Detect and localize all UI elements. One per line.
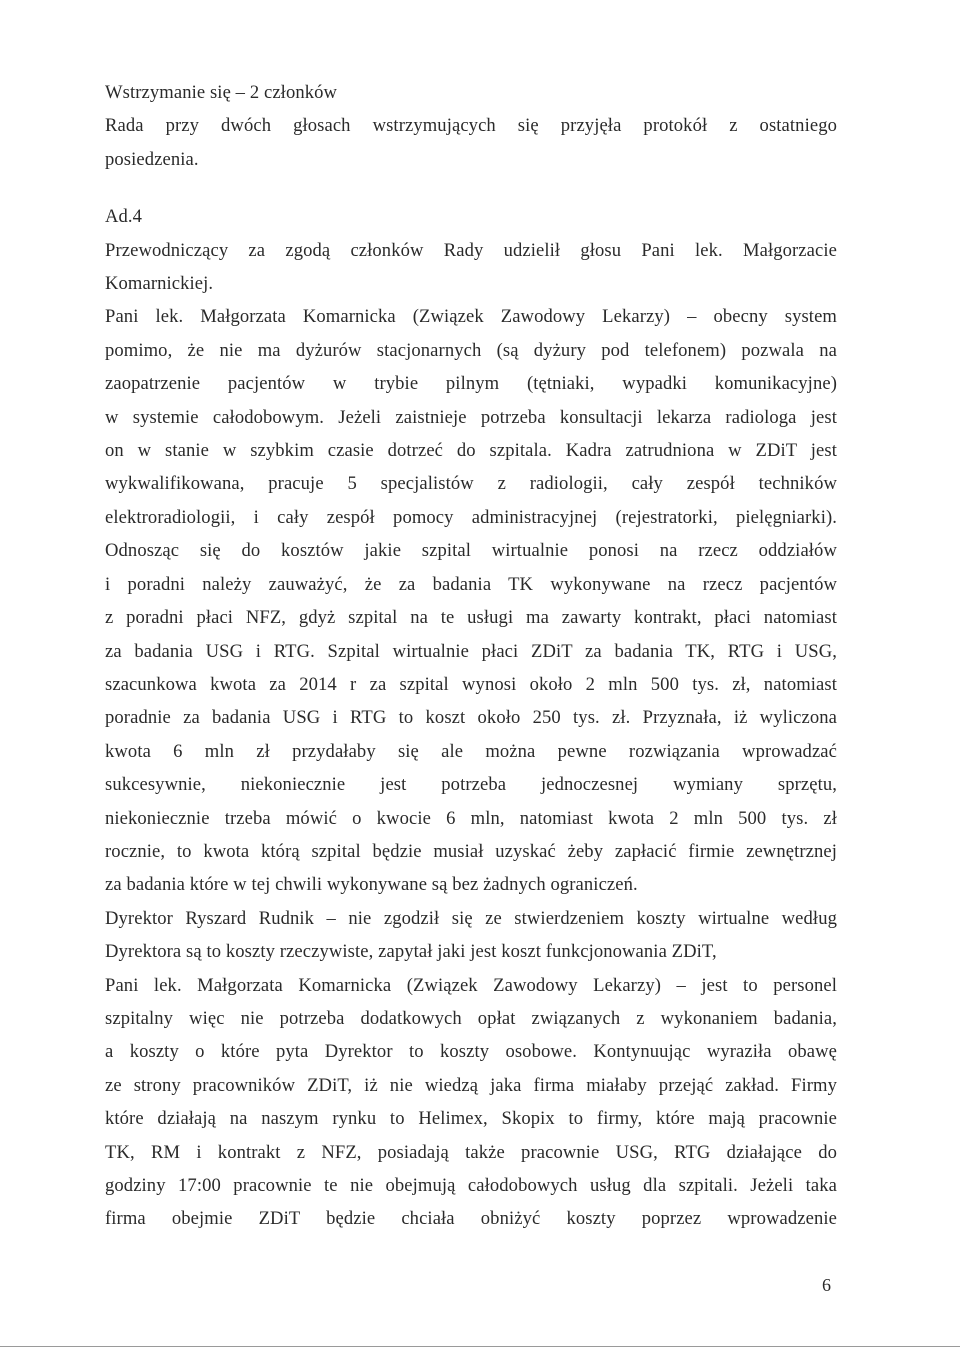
text-line: pomimo, że nie ma dyżurów stacjonarnych (są dyżury pod telefonem) pozwala na bbox=[105, 339, 837, 361]
text-line: Odnosząc się do kosztów jakie szpital wirtualnie ponosi na rzecz oddziałów bbox=[105, 540, 837, 562]
text-line: zaopatrzenie pacjentów w trybie pilnym (tętniaki, wypadki komunikacyjne) bbox=[105, 373, 837, 395]
text-line: z poradni płaci NFZ, gdyż szpital na te usługi ma zawarty kontrakt, płaci natomiast bbox=[105, 607, 837, 629]
text-line: kwota 6 mln zł przydałaby się ale można pewne rozwiązania wprowadzać bbox=[105, 740, 837, 762]
footer-rule bbox=[0, 1346, 960, 1347]
document-body bbox=[105, 76, 837, 1236]
text-line: poradnie za badania USG i RTG to koszt około 250 tys. zł. Przyznała, iż wyliczona bbox=[105, 707, 837, 729]
text-line: a koszty o które pyta Dyrektor to koszty osobowe. Kontynuując wyraziła obawę bbox=[105, 1041, 837, 1063]
text-line: TK, RM i kontrakt z NFZ, posiadają także pracownie USG, RTG działające do bbox=[105, 1141, 837, 1163]
text-line: Pani lek. Małgorzata Komarnicka (Związek Zawodowy Lekarzy) – jest to personel bbox=[105, 974, 837, 996]
text-line: niekoniecznie trzeba mówić o kwocie 6 mln, natomiast kwota 2 mln 500 tys. zł bbox=[105, 807, 837, 829]
text-line: Dyrektora są to koszty rzeczywiste, zapytał jaki jest koszt funkcjonowania ZDiT, bbox=[105, 941, 717, 963]
text-line: posiedzenia. bbox=[105, 148, 199, 170]
text-line: godziny 17:00 pracownie te nie obejmują całodobowych usług dla szpitali. Jeżeli taka bbox=[105, 1175, 837, 1196]
text-line: sukcesywnie, niekoniecznie jest potrzeba jednoczesnej wymiany sprzętu, bbox=[105, 774, 837, 796]
text-line: wykwalifikowana, pracuje 5 specjalistów z radiologii, cały zespół techników bbox=[105, 473, 837, 495]
text-line: za badania USG i RTG. Szpital wirtualnie płaci ZDiT za badania TK, RTG i USG, bbox=[105, 640, 837, 662]
text-line: w systemie całodobowym. Jeżeli zaistnieje potrzeba konsultacji lekarza radiologa jest bbox=[105, 406, 837, 428]
text-line: szpitalny więc nie potrzeba dodatkowych opłat związanych z wykonaniem badania, bbox=[105, 1007, 837, 1029]
text-line: które działają na naszym rynku to Helimex, Skopix to firmy, które mają pracownie bbox=[105, 1108, 837, 1130]
page-number: 6 bbox=[822, 1275, 831, 1295]
text-line: Przewodniczący za zgodą członków Rady udzielił głosu Pani lek. Małgorzacie bbox=[105, 239, 837, 261]
text-line: i poradni należy zauważyć, że za badania TK wykonywane na rzecz pacjentów bbox=[105, 573, 837, 595]
text-line: on w stanie w szybkim czasie dotrzeć do szpitala. Kadra zatrudniona w ZDiT jest bbox=[105, 440, 837, 462]
text-line: szacunkowa kwota za 2014 r za szpital wynosi około 2 mln 500 tys. zł, natomiast bbox=[105, 673, 837, 695]
text-line: Wstrzymanie się – 2 członków bbox=[105, 82, 338, 103]
text-line: ze strony pracowników ZDiT, iż nie wiedzą jaka firma miałaby przejąć zakład. Firmy bbox=[105, 1074, 837, 1096]
text-line: za badania które w tej chwili wykonywane są bez żadnych ograniczeń. bbox=[105, 874, 638, 896]
text-line: elektroradiologii, i cały zespół pomocy administracyjnej (rejestratorki, pielęgniarki). bbox=[105, 506, 837, 528]
text-line: Komarnickiej. bbox=[105, 273, 214, 295]
text-line: Rada przy dwóch głosach wstrzymujących się przyjęła protokół z ostatniego bbox=[105, 115, 837, 137]
text-line: Dyrektor Ryszard Rudnik – nie zgodził się ze stwierdzeniem koszty wirtualne według bbox=[105, 907, 837, 929]
text-line: rocznie, to kwota którą szpital będzie musiał uzyskać żeby zapłacić firmie zewnętrznej bbox=[105, 840, 837, 862]
section-heading: Ad.4 bbox=[105, 206, 143, 228]
text-line: firma obejmie ZDiT będzie chciała obniżyć koszty poprzez wprowadzenie bbox=[105, 1208, 837, 1230]
text-line: Pani lek. Małgorzata Komarnicka (Związek Zawodowy Lekarzy) – obecny system bbox=[105, 306, 837, 328]
paragraph-gap bbox=[105, 176, 837, 200]
